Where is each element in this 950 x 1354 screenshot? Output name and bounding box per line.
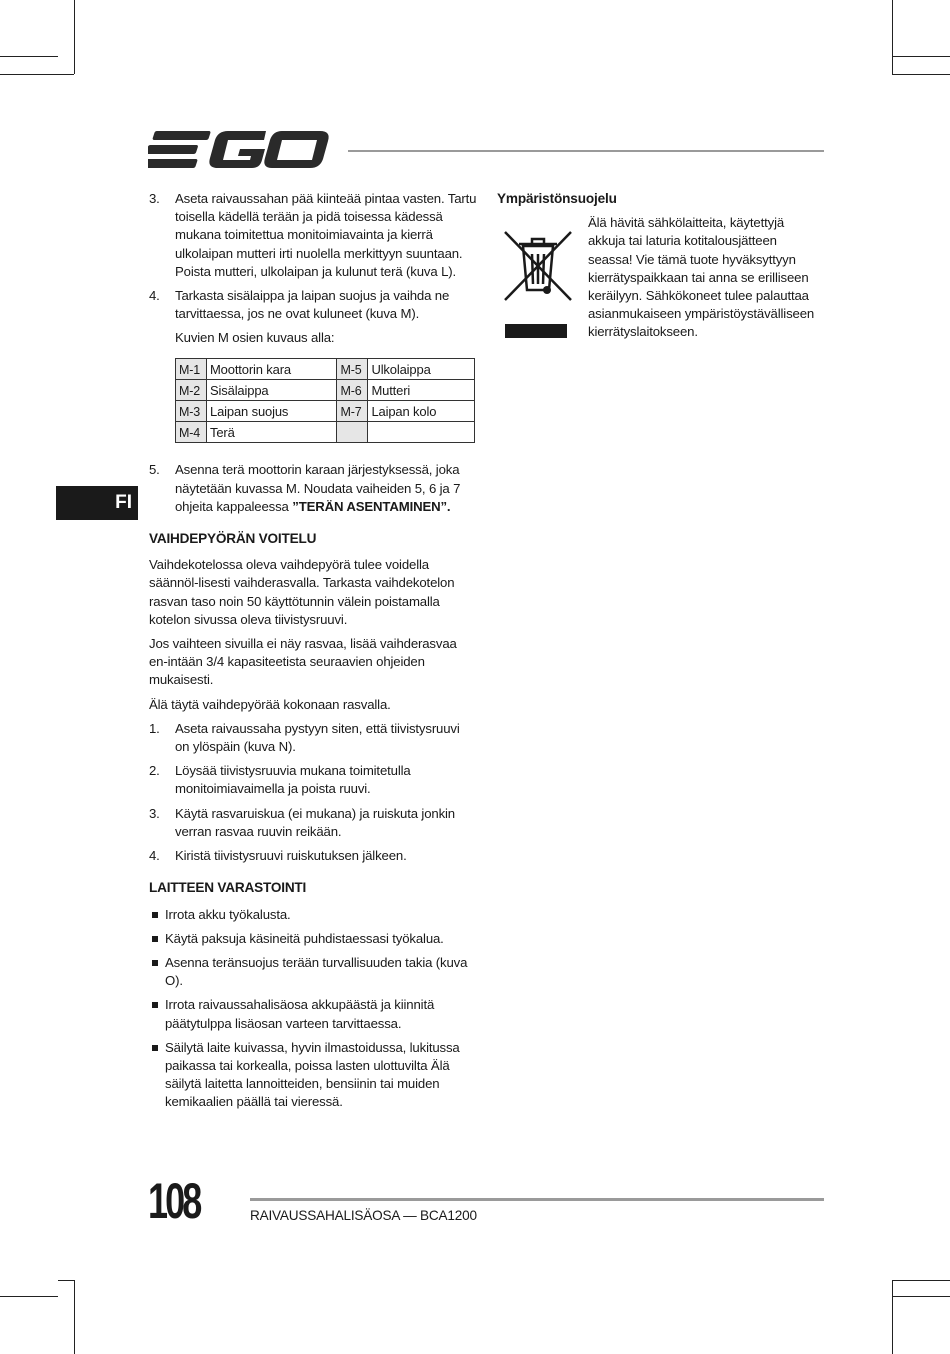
part-label: Ulkolaippa	[368, 358, 475, 379]
part-code: M-5	[337, 358, 368, 379]
list-item	[149, 762, 477, 798]
crop-mark	[74, 0, 75, 74]
bullet-square-icon	[152, 1002, 158, 1008]
language-tab	[56, 486, 138, 520]
list-item	[149, 287, 477, 323]
list-item	[149, 461, 477, 516]
header-rule	[348, 150, 824, 152]
list-number: 3.	[149, 191, 160, 206]
bullet-text: Säilytä laite kuivassa, hyvin ilmastoidussa, lukitussa paikassa tai korkealla, poissa lasten ulottuvilta Älä säilytä laitetta lannoitteiden, bensiinin tai muiden kemikaalien päällä tai vieressä.	[165, 1039, 460, 1110]
crop-mark	[0, 1296, 58, 1297]
parts-table	[175, 358, 475, 444]
bullet-text: Asenna teränsuojus terään turvallisuuden takia (kuva O).	[165, 954, 468, 989]
table-row	[176, 379, 475, 400]
crop-mark	[892, 74, 950, 75]
bullet-square-icon	[152, 960, 158, 966]
list-number: 5.	[149, 462, 160, 478]
bullet-item	[149, 996, 477, 1032]
list-text: Löysää tiivistysruuvia mukana toimitetulla monitoimiavaimella ja poista ruuvi.	[175, 763, 411, 797]
list-number: 1.	[149, 720, 160, 736]
paragraph: Älä täytä vaihdepyörää kokonaan rasvalla.	[149, 696, 391, 712]
bullet-text: Irrota raivaussahalisäosa akkupäästä ja kiinnitä päätytulppa lisäosan varteen tarvittaessa.	[165, 997, 435, 1031]
bullet-item	[149, 930, 477, 948]
crop-mark	[892, 0, 893, 74]
part-code: M-6	[337, 379, 368, 400]
bullet-square-icon	[152, 912, 158, 918]
part-label: Terä	[207, 422, 337, 443]
part-code: M-4	[176, 422, 207, 443]
footer-rule	[250, 1198, 824, 1201]
paragraph: Jos vaihteen sivuilla ei näy rasvaa, lisää vaihderasvaa en-intään 3/4 kapasiteetista seuraavien ohjeiden mukaisesti.	[149, 636, 457, 688]
paragraph: Vaihdekotelossa oleva vaihdepyörä tulee voidella säännöl-lisesti vaihderasvalla. Tarkasta vaihdekotelon rasvan taso noin 50 käyttötunnin välein poistamalla kotelon sivussa oleva tiivistysruuvi.	[149, 557, 455, 627]
table-row	[176, 401, 475, 422]
storage-heading: LAITTEEN VARASTOINTI	[149, 880, 307, 896]
list-number: 2.	[149, 763, 160, 779]
list-text: Aseta raivaussahan pää kiinteää pintaa vasten. Tartu toisella kädellä terään ja pidä toisessa kädessä mukana toimitettua monitoimiavainta ja kierrä ulkolaipan mutteri irti nuolella merkittyyn suuntaan. Poista mutteri, ulkolaipan ja kulunut terä (kuva L).	[175, 191, 477, 279]
bullet-item	[149, 906, 477, 924]
bullet-square-icon	[152, 1045, 158, 1051]
list-text: Aseta raivaussaha pystyyn siten, että tiivistysruuvi on ylöspäin (kuva N).	[175, 720, 460, 755]
list-item	[149, 190, 477, 281]
crop-mark	[892, 56, 950, 57]
list-number: 4.	[149, 288, 160, 304]
crop-mark	[74, 1280, 75, 1354]
part-label: Moottorin kara	[207, 358, 337, 379]
list-item	[149, 720, 477, 756]
part-code: M-2	[176, 379, 207, 400]
list-text: Kiristä tiivistysruuvi ruiskutuksen jälkeen.	[175, 848, 407, 864]
part-code: M-7	[337, 401, 368, 422]
crop-mark	[892, 1280, 893, 1354]
part-code	[337, 422, 368, 443]
crop-mark	[892, 1296, 950, 1297]
part-label: Laipan suojus	[207, 401, 337, 422]
crop-mark	[892, 1280, 950, 1281]
list-number: 4.	[149, 848, 160, 864]
list-text: Tarkasta sisälaippa ja laipan suojus ja vaihda ne tarvittaessa, jos ne ovat kuluneet (kuva M).	[175, 288, 450, 322]
environment-text: Älä hävitä sähkölaitteita, käytettyjä akkuja tai laturia kotitalousjätteen seassa! Vie tämä tuote hyväksyttyyn kierrätyspaikkaan tai anna se erilliseen keräilyyn. Sähkökoneet tulee palauttaa asianmukaiseen ympäristöystävälliseen kierrätyslaitokseen.	[588, 215, 815, 340]
list-number: 3.	[149, 805, 160, 821]
bullet-text: Käytä paksuja käsineitä puhdistaessasi työkalua.	[165, 930, 444, 946]
crop-mark	[0, 74, 74, 75]
weee-crossed-bin-icon	[501, 224, 575, 342]
section-reference: ”TERÄN ASENTAMINEN”.	[292, 498, 451, 514]
part-label: Mutteri	[368, 379, 475, 400]
part-code: M-1	[176, 358, 207, 379]
ego-logo	[148, 128, 332, 172]
crop-mark	[58, 1280, 74, 1281]
list-item	[149, 847, 477, 865]
crop-mark	[0, 56, 58, 57]
part-label: Laipan kolo	[368, 401, 475, 422]
table-row	[176, 422, 475, 443]
list-text: Asenna terä moottorin karaan järjestyksessä, joka näytetään kuvassa M. Noudata vaiheiden 5, 6 ja 7 ohjeita kappaleessa	[175, 462, 461, 514]
part-label	[368, 422, 475, 443]
page-number: 108	[148, 1173, 200, 1229]
left-column	[149, 190, 477, 1118]
part-code: M-3	[176, 401, 207, 422]
bullet-square-icon	[152, 936, 158, 942]
footer-title: RAIVAUSSAHALISÄOSA — BCA1200	[250, 1208, 477, 1223]
bullet-item	[149, 1039, 477, 1112]
language-tab-label: FI	[115, 492, 132, 513]
part-label: Sisälaippa	[207, 379, 337, 400]
table-row	[176, 358, 475, 379]
right-column	[497, 190, 824, 342]
environment-heading: Ympäristönsuojelu	[497, 191, 617, 206]
lube-heading: VAIHDEPYÖRÄN VOITELU	[149, 531, 317, 547]
list-item	[149, 805, 477, 841]
bullet-text: Irrota akku työkalusta.	[165, 906, 291, 922]
bullet-item	[149, 954, 477, 990]
table-caption: Kuvien M osien kuvaus alla:	[175, 330, 335, 346]
list-text: Käytä rasvaruiskua (ei mukana) ja ruiskuta jonkin verran rasvaa ruuvin reikään.	[175, 805, 455, 839]
